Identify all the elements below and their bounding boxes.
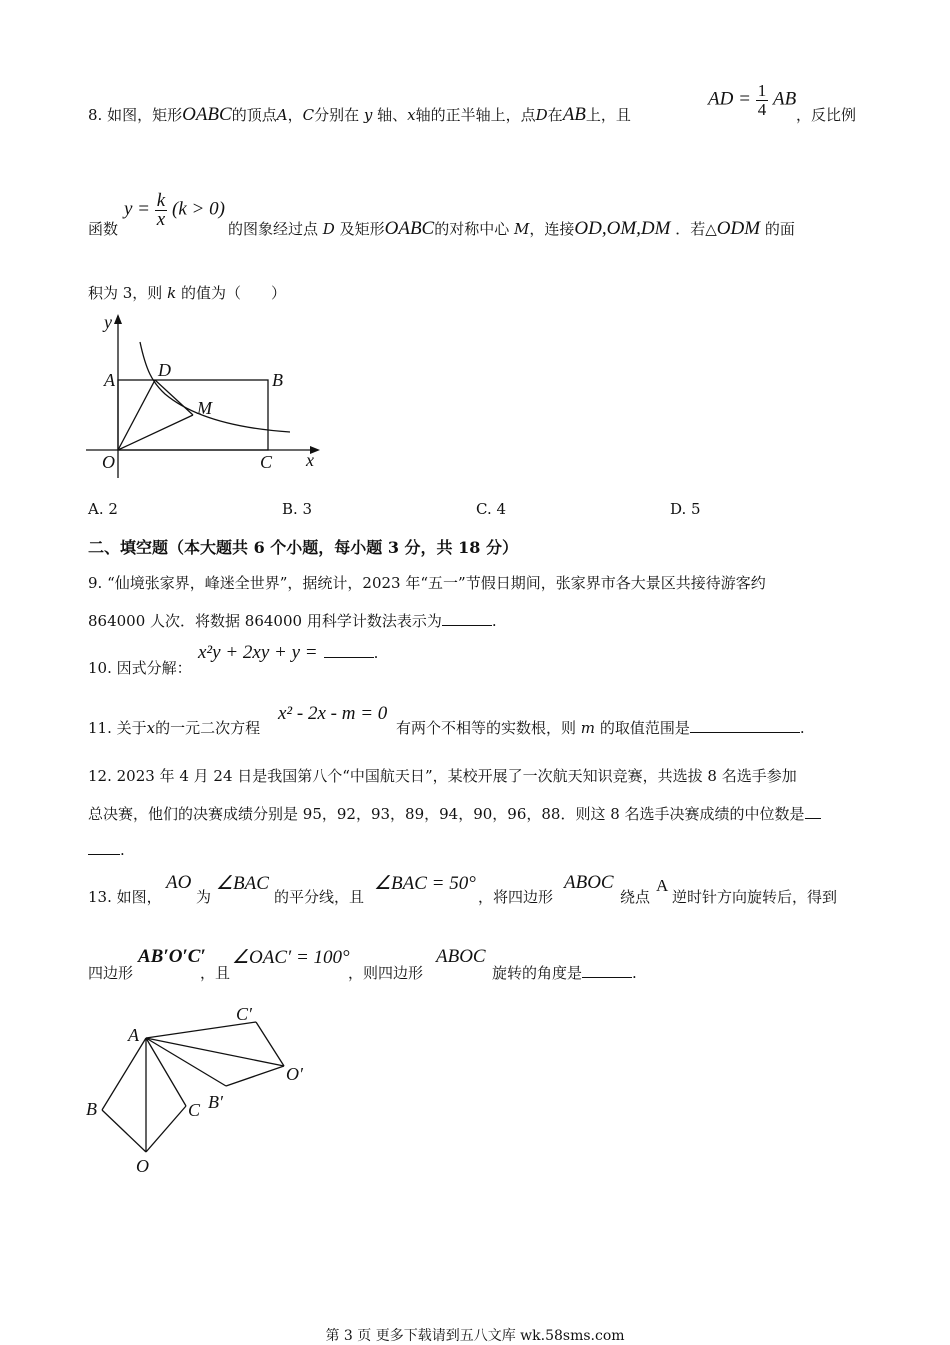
- math-equation: x² - 2x - m = 0: [278, 703, 388, 724]
- fraction-k-x: [155, 192, 167, 229]
- segment-bo: [102, 1110, 146, 1152]
- q11-line-rest: [396, 717, 805, 738]
- q8-line-3: [88, 282, 286, 303]
- page-footer: 第 3 页 更多下载请到五八文库 wk.58sms.com: [325, 1328, 625, 1344]
- text: 的顶点: [231, 106, 277, 124]
- text: ，连接: [529, 220, 575, 238]
- var-d: D: [535, 106, 548, 124]
- text: 总决赛，他们的决赛成绩分别是 95，92，93，89，94，90，96，88．则这 8 名选手决赛成绩的中位数是: [88, 805, 805, 823]
- answer-blank: [324, 643, 374, 658]
- label-o: O: [102, 452, 115, 472]
- option-b: B. 3: [282, 500, 313, 518]
- text: ，且: [200, 964, 231, 982]
- q8-line-1: [88, 104, 631, 126]
- q9-line-2: [88, 610, 497, 631]
- section-2-title: [88, 535, 518, 558]
- math-segments: OD,OM,DM: [574, 218, 671, 239]
- answer-blank: [690, 718, 800, 733]
- text: 旋转的角度是: [492, 964, 583, 982]
- text: 积为 3，则: [88, 284, 163, 302]
- text: 在: [547, 106, 563, 124]
- math-aboc: ABOC: [564, 872, 614, 893]
- var-x: x: [407, 106, 416, 124]
- label-x: x: [306, 450, 314, 470]
- text: 分别在: [314, 106, 360, 124]
- q12-line-1: 12. 2023 年 4 月 24 日是我国第八个“中国航天日”，某校开展了一次航天知识竞赛，共选拔 8 名选手参加: [88, 767, 797, 785]
- q8-number: 8.: [88, 106, 108, 124]
- q13-line-2: 四边形: [88, 964, 134, 982]
- math-ab: AB: [562, 104, 586, 125]
- frac-x: x: [156, 209, 166, 230]
- segment-b-prime-o-prime: [226, 1066, 284, 1086]
- q11-equation: [278, 703, 387, 725]
- q8-ad-equation: [708, 82, 796, 119]
- q13-line-1: [88, 886, 162, 907]
- math-odm: ODM: [716, 218, 761, 239]
- text: 的图象经过点: [228, 220, 319, 238]
- q10-line: [88, 657, 192, 678]
- label-m: M: [197, 398, 212, 418]
- text: .: [120, 841, 125, 859]
- label-o-prime: O′: [286, 1064, 303, 1084]
- var-c: C: [302, 106, 315, 124]
- text: 及矩形: [339, 220, 385, 238]
- var-x: x: [146, 719, 156, 737]
- label-b: B: [86, 1099, 97, 1119]
- segment-om: [118, 415, 193, 450]
- text: 的取值范围是: [599, 719, 690, 737]
- answer-blank-start: [805, 804, 821, 819]
- frac-k: k: [156, 190, 166, 211]
- text: 的对称中心: [434, 220, 510, 238]
- text: 轴、: [377, 106, 408, 124]
- q8-line1-tail: ，反比例: [796, 106, 857, 124]
- point-a: A: [656, 876, 669, 895]
- label-b: B: [272, 370, 283, 390]
- label-c: C: [188, 1100, 201, 1120]
- section-heading: 二、填空题（本大题共 6 个小题，每小题 3 分，共 18 分）: [88, 538, 518, 557]
- text: 的值为（ ）: [180, 284, 286, 302]
- math-condition: (k > 0): [172, 198, 225, 220]
- segment-dm: [155, 380, 193, 415]
- label-d: D: [158, 360, 171, 380]
- math-oabc: OABC: [384, 218, 435, 239]
- option-d: D. 5: [670, 500, 701, 518]
- text: 13. 如图，: [88, 888, 162, 906]
- q12-line-2: [88, 803, 821, 824]
- text: 函数: [88, 220, 119, 238]
- q13-line-2-tail: [492, 962, 637, 983]
- segment-co: [146, 1106, 186, 1152]
- var-m: m: [580, 719, 596, 737]
- text: .: [632, 964, 637, 982]
- math-angle-bac: ∠BAC: [216, 873, 269, 894]
- text: 有两个不相等的实数根，则: [396, 719, 577, 737]
- q9-line-1: 9. “仙境张家界，峰迷全世界”，据统计，2023 年“五一”节假日期间，张家界市各大景区共接待游客约: [88, 574, 766, 592]
- q8-line-2: [88, 218, 118, 239]
- text: 绕点: [620, 888, 651, 906]
- var-y: y: [363, 106, 373, 124]
- math-oabc: OABC: [182, 104, 232, 125]
- fraction-quarter: [756, 82, 769, 119]
- q10-expression: [198, 642, 378, 664]
- option-c: C. 4: [476, 500, 507, 518]
- label-o: O: [136, 1156, 149, 1176]
- math-angle-eq: ∠BAC = 50°: [374, 873, 476, 894]
- text: 的平分线，且: [274, 888, 365, 906]
- math-rotated-quad: AB′O′C′: [138, 946, 206, 967]
- var-a: A: [276, 106, 288, 124]
- segment-ac: [146, 1038, 186, 1106]
- math-y-eq: y =: [124, 198, 151, 220]
- text: 10. 因式分解：: [88, 659, 192, 677]
- text: 轴的正半轴上，点: [415, 106, 536, 124]
- text: .: [799, 719, 805, 737]
- y-axis-arrow: [114, 314, 122, 324]
- var-k: k: [167, 284, 177, 302]
- answer-blank-end: [88, 840, 120, 855]
- segment-ab-prime: [146, 1038, 226, 1086]
- text: ，则四边形: [348, 964, 424, 982]
- answer-blank: [442, 611, 492, 626]
- text: .: [373, 644, 379, 662]
- math-angle-oac: ∠OAC′ = 100°: [232, 947, 350, 968]
- q8-function: [124, 192, 225, 229]
- option-a: A. 2: [88, 500, 118, 518]
- segment-ac-prime: [146, 1022, 256, 1038]
- frac-denominator: 4: [757, 100, 767, 119]
- q13-figure: [80, 1000, 330, 1180]
- q12-line-3: [88, 840, 125, 859]
- math-ad-rhs: AB: [772, 88, 797, 110]
- label-b-prime: B′: [208, 1092, 223, 1112]
- answer-blank: [582, 963, 632, 978]
- text: 的一元二次方程: [155, 719, 261, 737]
- text: 逆时针方向旋转后，得到: [672, 888, 838, 906]
- label-a: A: [128, 1025, 139, 1045]
- q8-figure: [80, 310, 330, 490]
- var-d: D: [322, 220, 335, 238]
- segment-ab: [102, 1038, 146, 1110]
- text: 864000 人次．将数据 864000 用科学计数法表示为: [88, 612, 442, 630]
- text: .: [491, 612, 497, 630]
- label-c: C: [260, 452, 273, 472]
- var-m: M: [514, 220, 530, 238]
- label-a: A: [104, 370, 115, 390]
- text: ．若△: [675, 220, 717, 238]
- math-aboc: ABOC: [436, 946, 486, 967]
- math-expression: x²y + 2xy + y =: [198, 642, 318, 663]
- segment-od: [118, 380, 155, 450]
- math-ad-lhs: AD =: [708, 88, 751, 110]
- text: 的面: [764, 220, 795, 238]
- label-c-prime: C′: [236, 1004, 252, 1024]
- text: ，将四边形: [478, 888, 554, 906]
- text: 11. 关于: [88, 719, 147, 737]
- text: 为: [196, 888, 212, 906]
- text: 上，且: [585, 106, 631, 124]
- text: ，: [287, 106, 303, 124]
- segment-c-prime-o-prime: [256, 1022, 284, 1066]
- q11-line: [88, 717, 260, 738]
- math-ao: AO: [166, 872, 192, 893]
- text: 如图，矩形: [107, 106, 183, 124]
- frac-numerator: 1: [757, 81, 767, 100]
- label-y: y: [104, 312, 112, 332]
- q8-line-2-rest: [228, 218, 795, 240]
- segment-ao-prime: [146, 1038, 284, 1066]
